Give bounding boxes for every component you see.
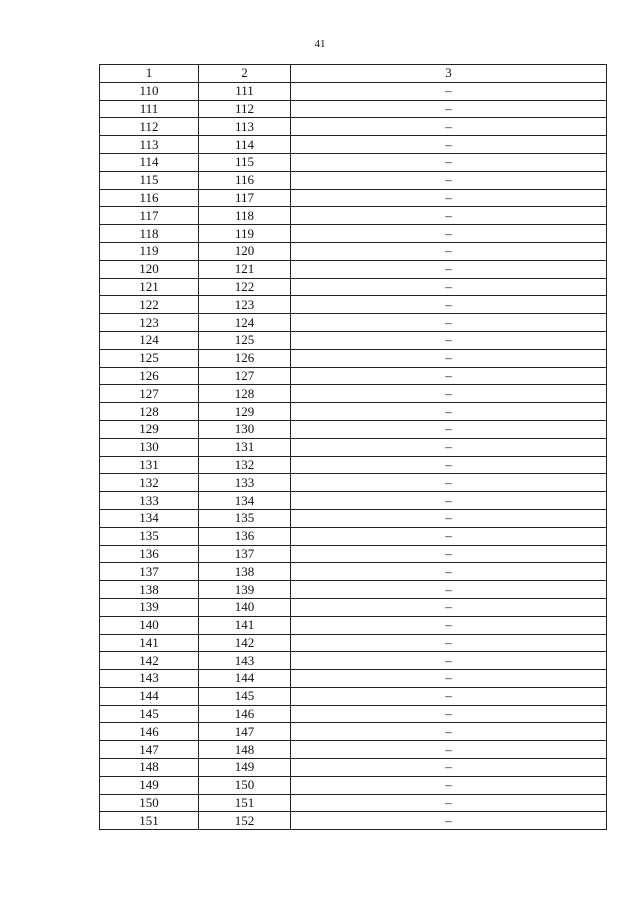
table-cell-col-1: 145 <box>100 705 199 723</box>
table-row <box>100 331 607 349</box>
table-row <box>100 367 607 385</box>
table-cell-col-1: 146 <box>100 723 199 741</box>
table-row <box>100 759 607 777</box>
table-row <box>100 776 607 794</box>
table-cell-col-1: 143 <box>100 670 199 688</box>
table-cell-col-1: 142 <box>100 652 199 670</box>
table-cell-col-3: – <box>291 509 607 527</box>
table-cell-col-3: – <box>291 474 607 492</box>
table-row <box>100 136 607 154</box>
page-number: 41 <box>314 38 326 50</box>
table-cell-col-1: 130 <box>100 438 199 456</box>
table-cell-col-3: – <box>291 438 607 456</box>
table-cell-col-2: 150 <box>199 776 291 794</box>
table-cell-col-2: 129 <box>199 403 291 421</box>
table-cell-col-1: 133 <box>100 492 199 510</box>
table-cell-col-3: – <box>291 741 607 759</box>
table-cell-col-1: 126 <box>100 367 199 385</box>
table-cell-col-3: – <box>291 687 607 705</box>
table-cell-col-1: 151 <box>100 812 199 830</box>
table-cell-col-2: 149 <box>199 759 291 777</box>
table-cell-col-1: 111 <box>100 100 199 118</box>
table-cell-col-2: 144 <box>199 670 291 688</box>
table-row <box>100 242 607 260</box>
table-cell-col-1: 149 <box>100 776 199 794</box>
table-cell-col-3: – <box>291 331 607 349</box>
table-row <box>100 563 607 581</box>
table-cell-col-1: 115 <box>100 171 199 189</box>
table-row <box>100 456 607 474</box>
table-row <box>100 100 607 118</box>
table-cell-col-1: 150 <box>100 794 199 812</box>
table-cell-col-2: 137 <box>199 545 291 563</box>
table-row <box>100 687 607 705</box>
table-cell-col-3: – <box>291 581 607 599</box>
table-cell-col-3: – <box>291 563 607 581</box>
table-cell-col-1: 137 <box>100 563 199 581</box>
table-cell-col-3: – <box>291 403 607 421</box>
table-cell-col-2: 116 <box>199 171 291 189</box>
table-cell-col-3: – <box>291 207 607 225</box>
column-header-3: 3 <box>291 65 607 83</box>
table-row <box>100 545 607 563</box>
table-cell-col-2: 111 <box>199 82 291 100</box>
table-cell-col-3: – <box>291 242 607 260</box>
table-cell-col-2: 148 <box>199 741 291 759</box>
table-row <box>100 207 607 225</box>
table-cell-col-3: – <box>291 100 607 118</box>
table-cell-col-1: 127 <box>100 385 199 403</box>
table-cell-col-1: 119 <box>100 242 199 260</box>
table-cell-col-1: 112 <box>100 118 199 136</box>
table-cell-col-1: 134 <box>100 509 199 527</box>
table-cell-col-3: – <box>291 759 607 777</box>
table-cell-col-3: – <box>291 314 607 332</box>
table-cell-col-2: 114 <box>199 136 291 154</box>
table-cell-col-1: 110 <box>100 82 199 100</box>
table-cell-col-3: – <box>291 598 607 616</box>
table-row <box>100 670 607 688</box>
table-row <box>100 171 607 189</box>
table-cell-col-2: 124 <box>199 314 291 332</box>
table-cell-col-2: 119 <box>199 225 291 243</box>
table-cell-col-2: 140 <box>199 598 291 616</box>
table-cell-col-3: – <box>291 723 607 741</box>
table-cell-col-3: – <box>291 652 607 670</box>
table-cell-col-2: 128 <box>199 385 291 403</box>
table-row <box>100 349 607 367</box>
table-cell-col-2: 132 <box>199 456 291 474</box>
table-cell-col-3: – <box>291 171 607 189</box>
table-cell-col-3: – <box>291 634 607 652</box>
table-cell-col-3: – <box>291 794 607 812</box>
column-header-2: 2 <box>199 65 291 83</box>
table-row <box>100 616 607 634</box>
table-cell-col-2: 152 <box>199 812 291 830</box>
table-cell-col-3: – <box>291 136 607 154</box>
table-cell-col-3: – <box>291 349 607 367</box>
table-row <box>100 296 607 314</box>
table-cell-col-2: 151 <box>199 794 291 812</box>
table-row <box>100 492 607 510</box>
table-cell-col-2: 115 <box>199 153 291 171</box>
table-row <box>100 527 607 545</box>
table-cell-col-2: 120 <box>199 242 291 260</box>
table-cell-col-2: 126 <box>199 349 291 367</box>
table-cell-col-1: 140 <box>100 616 199 634</box>
table-row <box>100 278 607 296</box>
table-row <box>100 225 607 243</box>
table-cell-col-1: 136 <box>100 545 199 563</box>
table-cell-col-3: – <box>291 225 607 243</box>
table-cell-col-3: – <box>291 189 607 207</box>
table-row <box>100 82 607 100</box>
table-row <box>100 723 607 741</box>
table-cell-col-2: 135 <box>199 509 291 527</box>
table-cell-col-2: 147 <box>199 723 291 741</box>
table-cell-col-3: – <box>291 705 607 723</box>
table-cell-col-3: – <box>291 385 607 403</box>
table-cell-col-3: – <box>291 527 607 545</box>
table-row <box>100 260 607 278</box>
table-cell-col-2: 122 <box>199 278 291 296</box>
table-cell-col-2: 118 <box>199 207 291 225</box>
table-cell-col-1: 118 <box>100 225 199 243</box>
table-row <box>100 403 607 421</box>
table-cell-col-1: 113 <box>100 136 199 154</box>
table-cell-col-2: 130 <box>199 420 291 438</box>
table-cell-col-3: – <box>291 492 607 510</box>
table-cell-col-1: 128 <box>100 403 199 421</box>
table-cell-col-2: 125 <box>199 331 291 349</box>
table-cell-col-2: 143 <box>199 652 291 670</box>
table-cell-col-1: 135 <box>100 527 199 545</box>
table-cell-col-2: 146 <box>199 705 291 723</box>
table-cell-col-2: 117 <box>199 189 291 207</box>
table-row <box>100 438 607 456</box>
table-cell-col-1: 129 <box>100 420 199 438</box>
table-row <box>100 634 607 652</box>
table-row <box>100 794 607 812</box>
table-cell-col-3: – <box>291 776 607 794</box>
table-cell-col-3: – <box>291 118 607 136</box>
table-row <box>100 598 607 616</box>
table-cell-col-1: 123 <box>100 314 199 332</box>
table-cell-col-1: 116 <box>100 189 199 207</box>
table-row <box>100 118 607 136</box>
table-cell-col-1: 131 <box>100 456 199 474</box>
table-cell-col-2: 145 <box>199 687 291 705</box>
table-cell-col-1: 148 <box>100 759 199 777</box>
table-cell-col-1: 144 <box>100 687 199 705</box>
table-cell-col-3: – <box>291 260 607 278</box>
table-body <box>100 82 607 829</box>
table-cell-col-1: 124 <box>100 331 199 349</box>
table-cell-col-2: 133 <box>199 474 291 492</box>
table-cell-col-3: – <box>291 420 607 438</box>
table-row <box>100 581 607 599</box>
table-header-row <box>100 65 607 83</box>
table-row <box>100 474 607 492</box>
table-cell-col-2: 141 <box>199 616 291 634</box>
table-cell-col-2: 112 <box>199 100 291 118</box>
table-cell-col-3: – <box>291 296 607 314</box>
table-cell-col-1: 117 <box>100 207 199 225</box>
table-row <box>100 420 607 438</box>
table-cell-col-3: – <box>291 82 607 100</box>
table-cell-col-2: 131 <box>199 438 291 456</box>
table-row <box>100 741 607 759</box>
table-cell-col-2: 139 <box>199 581 291 599</box>
table-row <box>100 314 607 332</box>
table-cell-col-2: 134 <box>199 492 291 510</box>
table-row <box>100 509 607 527</box>
table-cell-col-1: 121 <box>100 278 199 296</box>
table-cell-col-3: – <box>291 545 607 563</box>
table-cell-col-3: – <box>291 456 607 474</box>
column-header-1: 1 <box>100 65 199 83</box>
table-cell-col-3: – <box>291 153 607 171</box>
table-cell-col-2: 142 <box>199 634 291 652</box>
table-cell-col-2: 113 <box>199 118 291 136</box>
table-cell-col-1: 114 <box>100 153 199 171</box>
table-row <box>100 812 607 830</box>
table-cell-col-1: 132 <box>100 474 199 492</box>
table-cell-col-2: 127 <box>199 367 291 385</box>
table-cell-col-3: – <box>291 278 607 296</box>
table-row <box>100 652 607 670</box>
table-cell-col-2: 138 <box>199 563 291 581</box>
table-cell-col-1: 120 <box>100 260 199 278</box>
table-cell-col-3: – <box>291 670 607 688</box>
table-row <box>100 385 607 403</box>
table-cell-col-3: – <box>291 812 607 830</box>
table-cell-col-2: 123 <box>199 296 291 314</box>
table-cell-col-1: 122 <box>100 296 199 314</box>
table-cell-col-3: – <box>291 367 607 385</box>
table-cell-col-1: 125 <box>100 349 199 367</box>
table-cell-col-1: 141 <box>100 634 199 652</box>
table-row <box>100 705 607 723</box>
table-cell-col-1: 138 <box>100 581 199 599</box>
table-row <box>100 189 607 207</box>
table-cell-col-1: 147 <box>100 741 199 759</box>
table-cell-col-3: – <box>291 616 607 634</box>
table-cell-col-2: 121 <box>199 260 291 278</box>
table-row <box>100 153 607 171</box>
table-cell-col-1: 139 <box>100 598 199 616</box>
table-cell-col-2: 136 <box>199 527 291 545</box>
data-table <box>99 64 607 830</box>
